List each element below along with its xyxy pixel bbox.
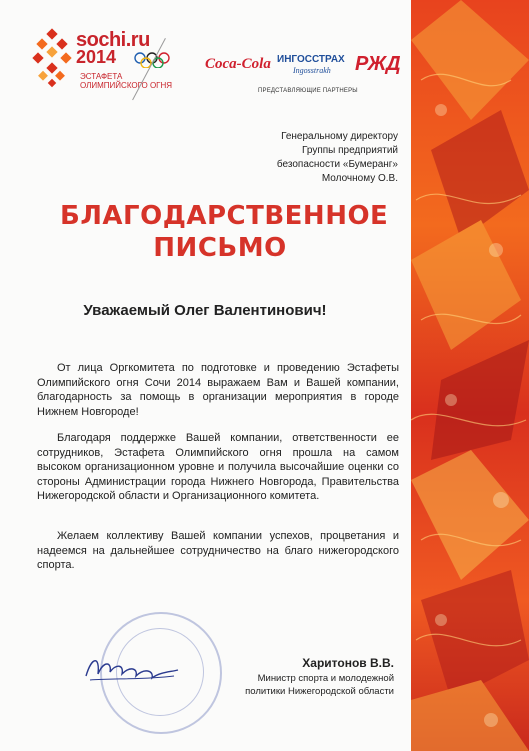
addressee-line-2: Группы предприятий: [302, 145, 398, 156]
ornament-strip: [411, 0, 529, 751]
partner-ingosstrakh-logo: ИНГОССТРАХ: [277, 54, 345, 65]
letter-title: [60, 200, 389, 264]
logo-site-name: sochi.ru: [76, 29, 150, 51]
body-paragraph-3: Желаем коллективу Вашей компании успехов, процветания и надеемся на дальнейшее сотрудничество на благо нижегородского спорта.: [37, 530, 399, 571]
signatory-position: [215, 673, 394, 698]
logo-year: 2014: [76, 47, 117, 67]
title-line-1: БЛАГОДАРСТВЕННОЕ: [60, 201, 389, 231]
partners-caption: ПРЕДСТАВЛЯЮЩИЕ ПАРТНЕРЫ: [258, 88, 358, 94]
partner-cocacola-logo: Coca-Cola: [205, 56, 271, 72]
signatory-position-line-1: Министр спорта и молодежной: [257, 673, 394, 684]
title-line-2: ПИСЬМО: [153, 233, 287, 263]
addressee-line-4: Молочному О.В.: [321, 173, 398, 184]
addressee-line-3: безопасности «Бумеранг»: [276, 159, 398, 170]
partner-rzd-logo: РЖД: [355, 53, 401, 75]
flame-emblem-icon: [30, 28, 74, 90]
body-paragraph-2: Благодаря поддержке Вашей компании, ответственности ее сотрудников, Эстафета Олимпийского огня прошла на самом высоком организационном уровне и получила высочайшие оценки со стороны Администрации города Нижнего Новгорода, Правительства Нижегородской области и Организационного комитета.: [37, 432, 399, 502]
salutation: Уважаемый Олег Валентинович!: [83, 302, 327, 319]
addressee-block: [240, 130, 398, 186]
signatory-position-line-2: политики Нижегородской области: [245, 685, 394, 697]
addressee-line-1: Генеральному директору: [281, 131, 398, 142]
signatory-name: Харитонов В.В.: [302, 656, 394, 670]
body-paragraph-1: От лица Оргкомитета по подготовке и проведению Эстафеты Олимпийского огня Сочи 2014 выражаем Вам и Вашей компании, благодарность за помощь в организации мероприятия в городе Нижнем Новгороде!: [37, 362, 399, 418]
logo-relay-caption: ЭСТАФЕТА ОЛИМПИЙСКОГО ОГНЯ: [80, 72, 173, 90]
sochi-logo: [30, 28, 180, 108]
partner-ingosstrakh-sub: Ingosstrakh: [293, 66, 331, 75]
handwritten-signature: [82, 650, 182, 686]
ornament-pattern: [411, 0, 529, 751]
